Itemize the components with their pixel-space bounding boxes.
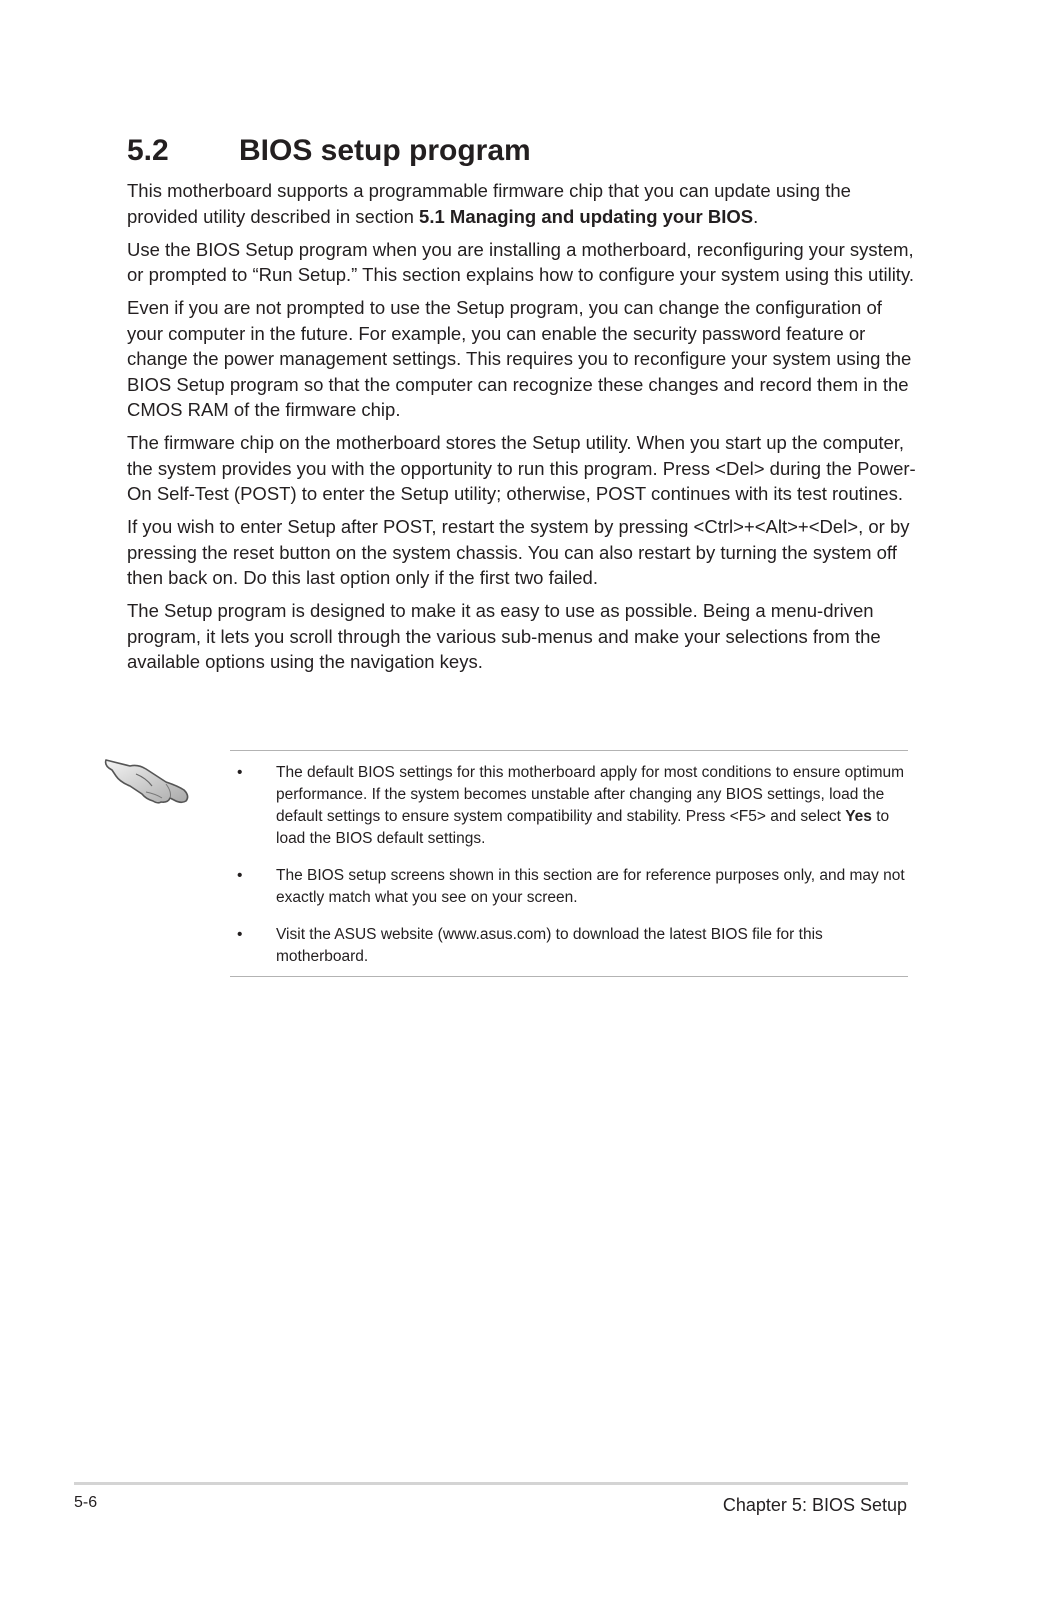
paragraph-restart: If you wish to enter Setup after POST, restart the system by pressing <Ctrl>+<Alt>+<Del>, or by pressing the reset button on the system chassis. You can also restart by turning the system off then back on. Do this last option only if the first two failed.	[127, 516, 910, 588]
note-item-text: The default BIOS settings for this motherboard apply for most conditions to ensure optimum performance. If the system becomes unstable after changing any BIOS settings, load the default settings to ensure system compatibility and stability. Press <F5> and select	[276, 764, 905, 825]
section-reference: 5.1 Managing and updating your BIOS	[419, 205, 754, 227]
body-text	[127, 178, 917, 682]
paragraph-firmware-chip: The firmware chip on the motherboard stores the Setup utility. When you start up the computer, the system provides you with the opportunity to run this program. Press <Del> during the Power-On Self-Test (POST) to enter the Setup utility; otherwise, POST continues with its test routines.	[127, 432, 916, 504]
section-heading	[127, 131, 531, 171]
note-item	[230, 762, 908, 850]
note-item-text: Visit the ASUS website (www.asus.com) to download the latest BIOS file for this motherboard.	[276, 926, 823, 965]
note-box	[230, 750, 908, 977]
paragraph-navigation: The Setup program is designed to make it as easy to use as possible. Being a menu-driven program, it lets you scroll through the various sub-menus and make your selections from the available options using the navigation keys.	[127, 600, 881, 672]
chapter-title: Chapter 5: BIOS Setup	[722, 1495, 907, 1515]
paragraph-intro-end: .	[753, 205, 759, 227]
paragraph-configuration: Even if you are not prompted to use the Setup program, you can change the configuration of your computer in the future. For example, you can enable the security password feature or change the power management settings. This requires you to reconfigure your system using the BIOS Setup program so that the computer can recognize these changes and record them in the CMOS RAM of the firmware chip.	[127, 297, 912, 420]
note-item	[230, 924, 908, 968]
note-list	[230, 762, 908, 968]
paragraph-intro	[127, 178, 917, 229]
pointing-hand-icon	[100, 752, 196, 810]
page-number: 5-6	[74, 1494, 98, 1511]
note-item	[230, 865, 908, 909]
bullet: •	[237, 867, 243, 884]
note-item-text: The BIOS setup screens shown in this section are for reference purposes only, and may not exactly match what you see on your screen.	[276, 867, 905, 906]
footer-divider	[74, 1482, 908, 1485]
paragraph-intro-text: This motherboard supports a programmable firmware chip that you can update using the provided utility described in section	[127, 180, 851, 227]
note-item-text-end: to load the BIOS default settings.	[276, 808, 890, 847]
section-number: 5.2	[127, 134, 169, 167]
section-title: BIOS setup program	[239, 134, 531, 167]
bullet: •	[237, 764, 243, 781]
bullet: •	[237, 926, 243, 943]
note-item-emphasis: Yes	[845, 808, 872, 825]
paragraph-usage: Use the BIOS Setup program when you are installing a motherboard, reconfiguring your system, or prompted to “Run Setup.” This section explains how to configure your system using this utility.	[127, 238, 914, 285]
